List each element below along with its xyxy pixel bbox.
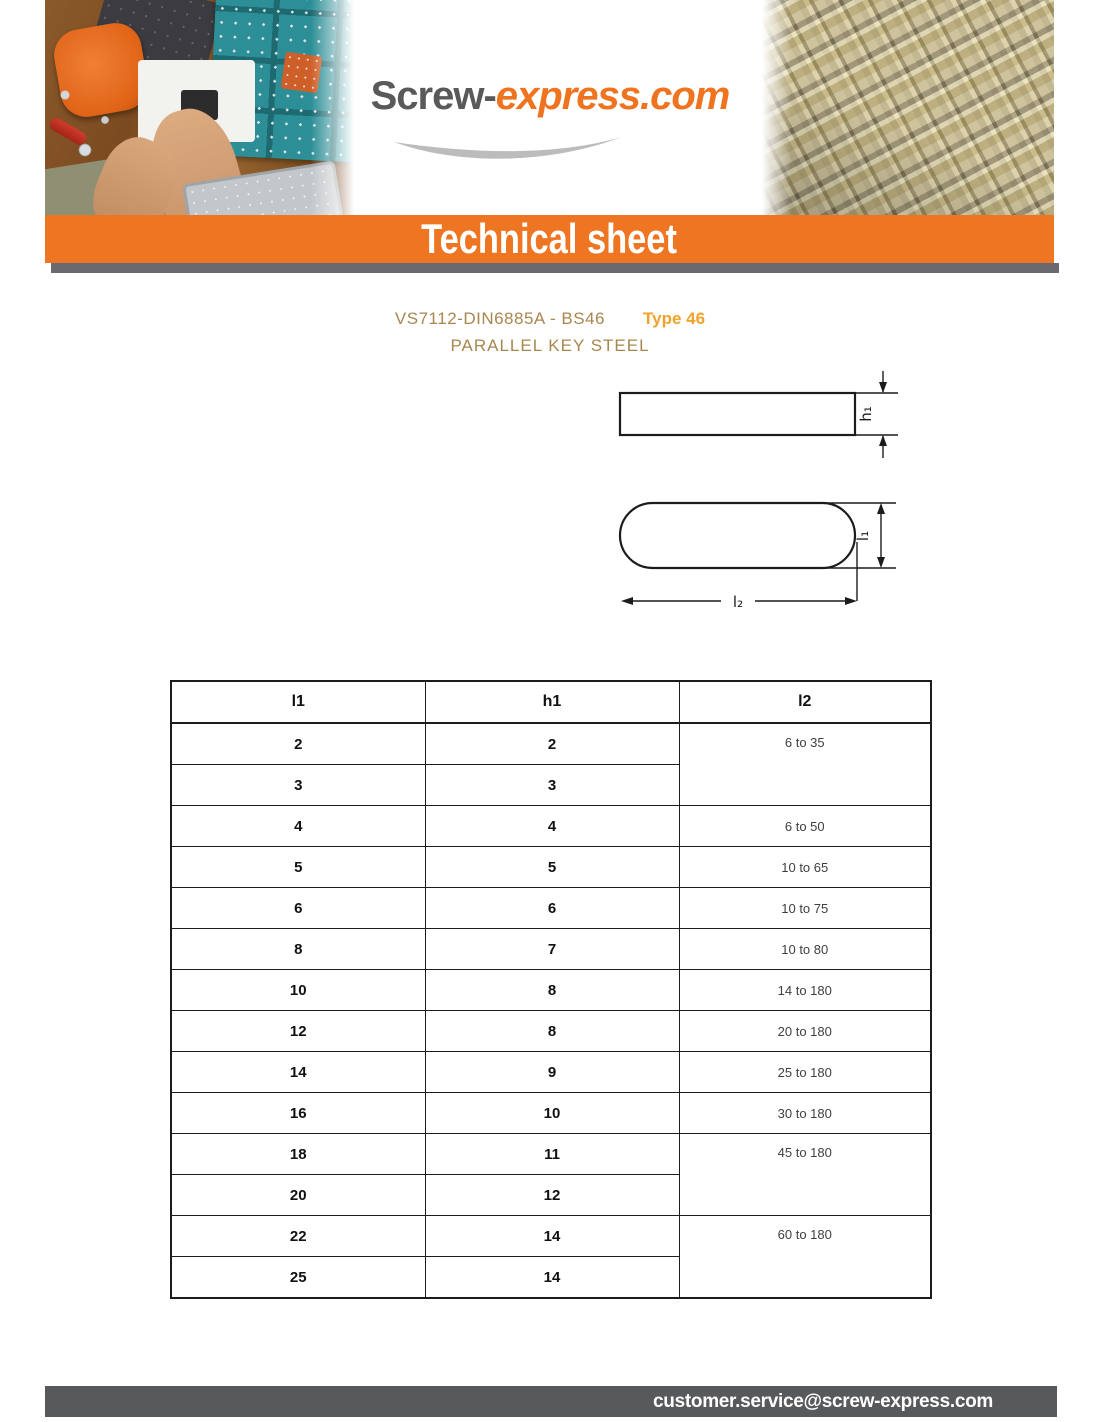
hand-shape [139,99,256,215]
cell-l2: 6 to 50 [679,806,931,847]
cell-h1: 12 [425,1175,679,1216]
table-row [171,723,931,765]
table-row [171,847,931,888]
washers-shape [45,0,354,215]
cell-l2: 10 to 75 [679,888,931,929]
table-row [171,1216,931,1257]
cell-h1: 6 [425,888,679,929]
banner-technical-sheet [45,215,1054,263]
cell-l1: 12 [171,1011,425,1052]
cell-l1: 22 [171,1216,425,1257]
dimension-drawing [605,368,905,613]
side-view-outline [620,393,855,435]
cell-h1: 3 [425,765,679,806]
footer-bar [45,1386,1057,1417]
dimensions-table [170,680,932,1299]
cell-l2: 14 to 180 [679,970,931,1011]
dimensions-table-wrap [170,680,932,1299]
cell-h1: 14 [425,1257,679,1299]
small-parts-box-shape [281,51,323,92]
table-row [171,1093,931,1134]
cell-l1: 4 [171,806,425,847]
column-header-l1: l1 [171,681,425,723]
cell-l1: 18 [171,1134,425,1175]
logo-text-screw: Screw- [370,74,496,118]
cell-h1: 8 [425,970,679,1011]
logo-text-express: express.com [495,74,730,118]
cell-l1: 2 [171,723,425,765]
product-name: PARALLEL KEY STEEL [450,336,650,355]
logo-swoosh-icon [390,134,630,168]
table-row [171,970,931,1011]
cell-l2: 20 to 180 [679,1011,931,1052]
table-row [171,1052,931,1093]
cell-l1: 25 [171,1257,425,1299]
cell-l1: 6 [171,888,425,929]
cell-l1: 8 [171,929,425,970]
table-row [171,888,931,929]
cell-l1: 10 [171,970,425,1011]
cell-l1: 3 [171,765,425,806]
banner-divider [51,263,1059,273]
header-photo-workbench [45,0,354,215]
cell-h1: 9 [425,1052,679,1093]
cell-l2: 45 to 180 [679,1134,931,1216]
cell-l2: 25 to 180 [679,1052,931,1093]
cell-l2: 6 to 35 [679,723,931,806]
cell-l1: 20 [171,1175,425,1216]
dimension-label-l1: l₁ [854,530,872,542]
screw-organizer-box-shape [208,0,354,163]
tape-measure-label-shape [138,60,255,142]
cell-h1: 4 [425,806,679,847]
cell-l2: 30 to 180 [679,1093,931,1134]
cell-h1: 10 [425,1093,679,1134]
cell-l1: 16 [171,1093,425,1134]
hand-shape [82,127,188,215]
dimensions-table-body [171,723,931,1298]
table-row [171,929,931,970]
dimension-label-h1: h₁ [857,406,875,422]
table-row [171,806,931,847]
cell-l1: 14 [171,1052,425,1093]
brand-logo [350,74,750,119]
product-heading [0,309,1100,356]
product-photo [160,362,505,607]
product-reference: VS7112-DIN6885A - BS46 [394,309,606,328]
column-header-l2: l2 [679,681,931,723]
cell-h1: 11 [425,1134,679,1175]
tape-measure-shape [50,19,152,121]
cell-h1: 5 [425,847,679,888]
cell-h1: 2 [425,723,679,765]
perforated-mat-shape [81,0,225,113]
page-title: Technical sheet [421,215,678,262]
product-type-label: Type 46 [643,309,706,328]
cell-l2: 10 to 80 [679,929,931,970]
column-header-h1: h1 [425,681,679,723]
table-header-row [171,681,931,723]
table-row [171,1011,931,1052]
sleeve-shape [45,147,199,215]
dimension-label-l2: l₂ [732,593,744,611]
cell-l2: 10 to 65 [679,847,931,888]
cell-l1: 5 [171,847,425,888]
cell-l2: 60 to 180 [679,1216,931,1299]
table-row [171,1134,931,1175]
brand-logo-text [350,74,750,119]
cell-h1: 7 [425,929,679,970]
cell-h1: 14 [425,1216,679,1257]
top-view-outline [620,503,855,568]
tape-measure-dot-shape [181,90,218,120]
screw-tray-shape [182,160,346,215]
cell-h1: 8 [425,1011,679,1052]
footer-email: customer.service@screw-express.com [653,1390,993,1412]
header-photo-screw-pile [762,0,1054,215]
screwdriver-shape [48,116,89,147]
